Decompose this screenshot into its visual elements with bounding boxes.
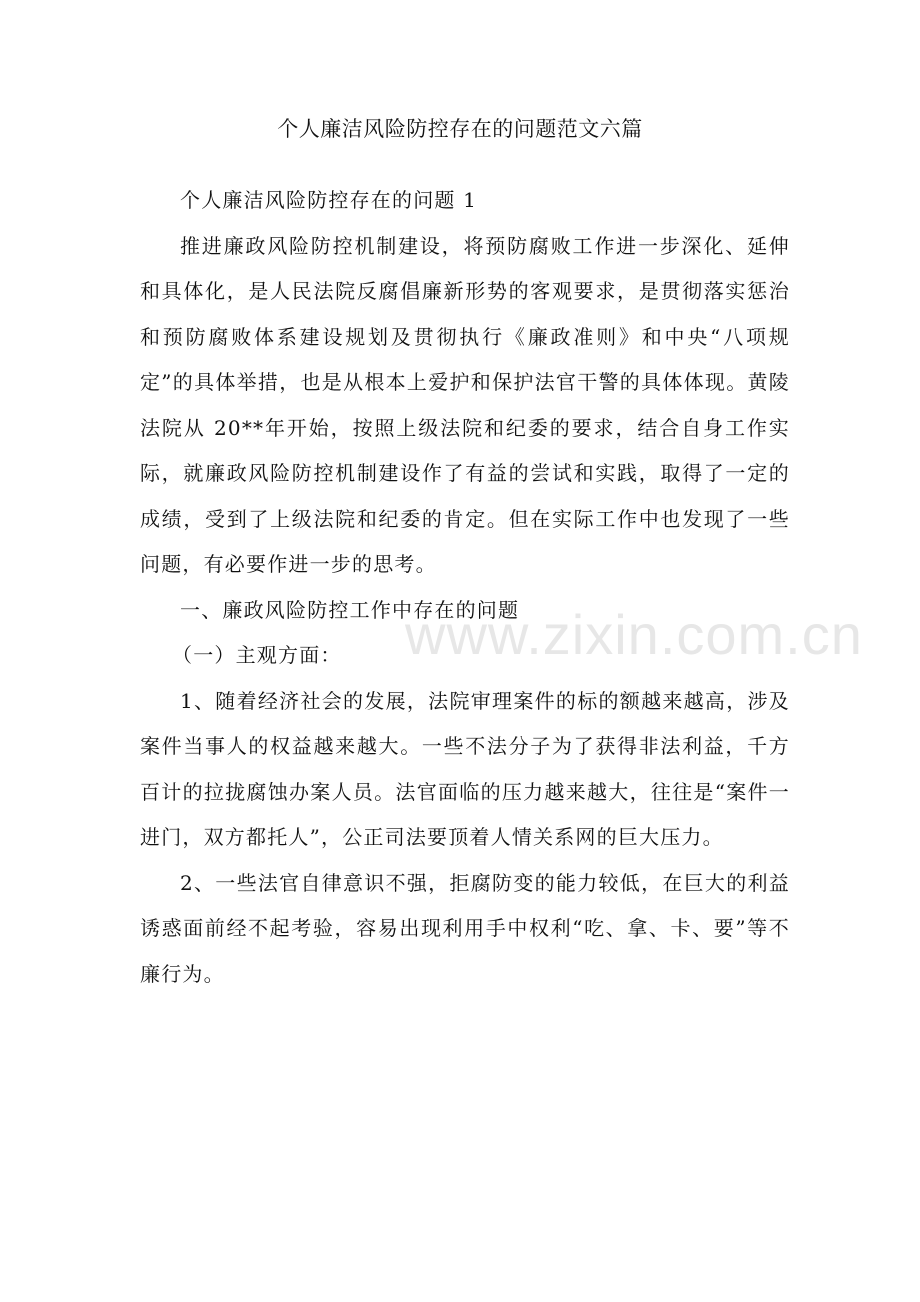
document-title: 个人廉洁风险防控存在的问题范文六篇 (277, 117, 643, 141)
paragraph-intro: 推进廉政风险防控机制建设，将预防腐败工作进一步深化、延伸和具体化，是人民法院反腐倡廉新形势的客观要求，是贯彻落实惩治和预防腐败体系建设规划及贯彻执行《廉政准则》和中央“八项规定”的具体举措，也是从根本上爱护和保护法官干警的具体体现。黄陵法院从 20**年开始，按照上级法院和纪委的要求，结合自身工作实际，就廉政风险防控机制建设作了有益的尝试和实践，取得了一定的成绩，受到了上级法院和纪委的肯定。但在实际工作中也发现了一些问题，有必要作进一步的思考。 (140, 233, 790, 576)
paragraph-point-2: 2、一些法官自律意识不强，拒腐防变的能力较低，在巨大的利益诱惑面前经不起考验，容易出现利用手中权利“吃、拿、卡、要”等不廉行为。 (140, 870, 790, 986)
watermark: www.zixin.com.cn (405, 603, 863, 666)
section-heading-problems: 一、廉政风险防控工作中存在的问题 (180, 597, 520, 622)
paragraph-point-1: 1、随着经济社会的发展，法院审理案件的标的额越来越高，涉及案件当事人的权益越来越大。一些不法分子为了获得非法利益，千方百计的拉拢腐蚀办案人员。法官面临的压力越来越大，往往是“案件一进门，双方都托人”，公正司法要顶着人情关系网的巨大压力。 (140, 688, 790, 849)
document-body (140, 178, 790, 997)
section-heading: 个人廉洁风险防控存在的问题 1 (180, 188, 478, 212)
subsection-heading-subjective: （一）主观方面： (172, 643, 342, 667)
